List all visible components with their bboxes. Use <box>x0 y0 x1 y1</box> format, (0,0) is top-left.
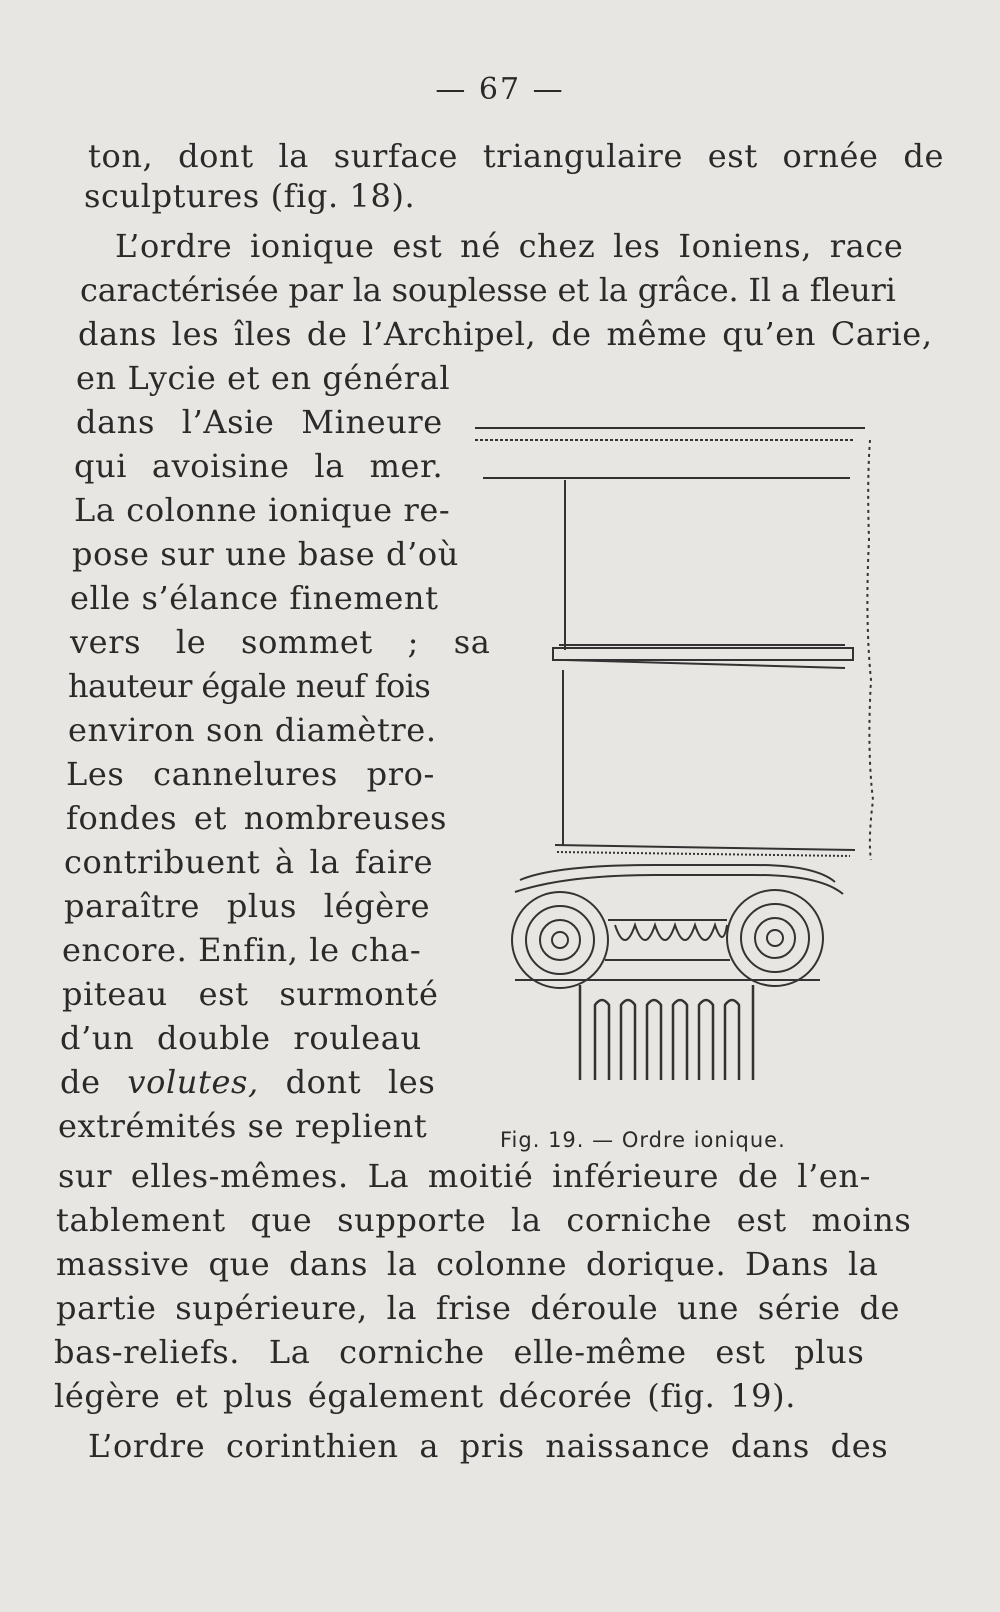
text-line: paraître plus légère <box>64 887 431 925</box>
right-volute <box>727 890 823 986</box>
text-line: bas-reliefs. La corniche elle-même est plus <box>54 1333 865 1371</box>
text-line: L’ordre corinthien a pris naissance dans des <box>88 1427 889 1465</box>
text-fragment: dont les <box>285 1063 436 1101</box>
text-line: légère et plus également décorée (fig. 19). <box>54 1377 797 1415</box>
text-line: tablement que supporte la corniche est moins <box>56 1201 912 1239</box>
text-line-volutes <box>60 1063 436 1101</box>
left-volute <box>512 892 608 988</box>
text-line: partie supérieure, la frise déroule une série de <box>56 1289 901 1327</box>
text-line: elle s’élance finement <box>70 579 439 617</box>
text-line: en Lycie et en général <box>76 359 451 397</box>
text-line: extrémités se replient <box>58 1107 428 1145</box>
text-line: Les cannelures pro- <box>66 755 435 793</box>
text-line: caractérisée par la souplesse et la grâce. Il a fleuri <box>80 271 896 309</box>
text-line: ton, dont la surface triangulaire est ornée de <box>88 137 944 175</box>
text-line: vers le sommet ; sa <box>70 623 491 661</box>
text-line: qui avoisine la mer. <box>74 447 444 485</box>
column-shaft <box>580 985 753 1080</box>
text-line: L’ordre ionique est né chez les Ioniens, race <box>115 227 904 265</box>
text-line: fondes et nombreuses <box>66 799 448 837</box>
text-line: dans l’Asie Mineure <box>76 403 443 441</box>
ionic-order-illustration <box>475 420 895 1120</box>
text-line: massive que dans la colonne dorique. Dans la <box>56 1245 879 1283</box>
text-line: pose sur une base d’où <box>72 535 459 573</box>
page-number: — 67 — <box>435 72 565 107</box>
text-line: La colonne ionique re- <box>74 491 451 529</box>
text-line: piteau est surmonté <box>62 975 439 1013</box>
text-line: dans les îles de l’Archipel, de même qu’en Carie, <box>78 315 933 353</box>
text-fragment: de <box>60 1063 101 1101</box>
text-line: sculptures (fig. 18). <box>84 177 416 215</box>
text-line: contribuent à la faire <box>64 843 434 881</box>
text-line: environ son diamètre. <box>68 711 437 749</box>
text-line: sur elles-mêmes. La moitié inférieure de l’en- <box>58 1157 872 1195</box>
text-line: hauteur égale neuf fois <box>68 667 431 705</box>
figure-caption: Fig. 19. — Ordre ionique. <box>500 1128 786 1152</box>
text-line: d’un double rouleau <box>60 1019 422 1057</box>
text-line: encore. Enfin, le cha- <box>62 931 422 969</box>
italic-word: volutes, <box>127 1063 259 1101</box>
